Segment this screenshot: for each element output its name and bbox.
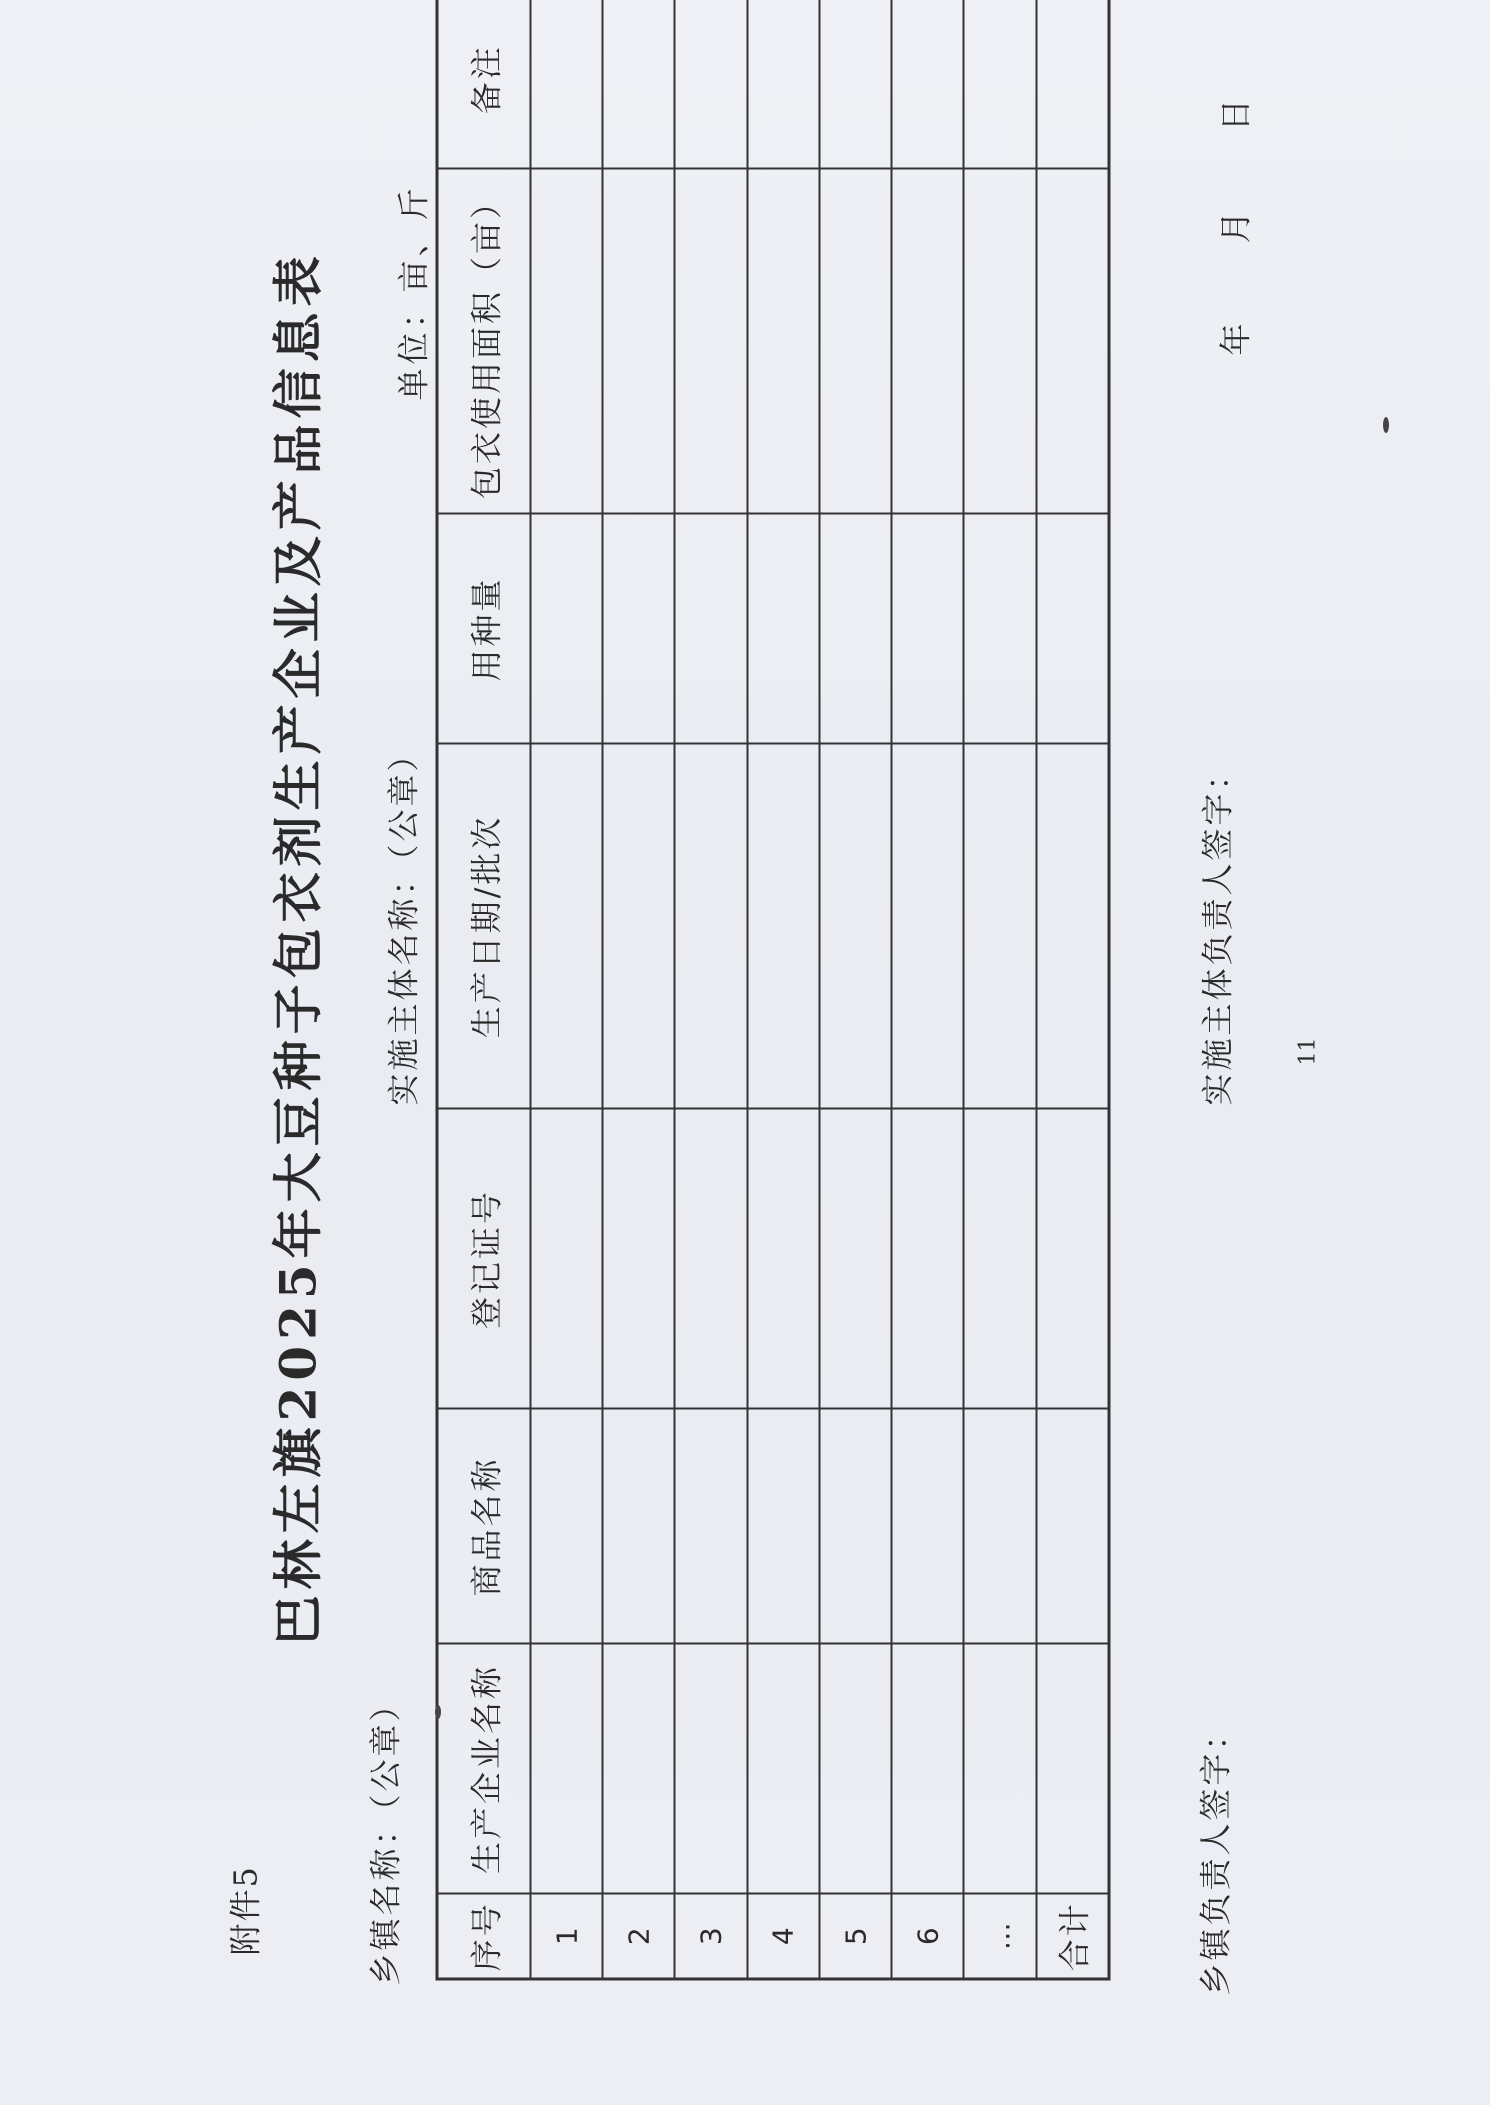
table-cell (602, 0, 674, 169)
table-row (891, 0, 963, 1979)
table-cell (891, 169, 963, 514)
row-number-cell: 1 (530, 1894, 602, 1979)
table-cell (602, 169, 674, 514)
table-cell (530, 1409, 602, 1644)
table-cell (891, 744, 963, 1109)
document-title: 巴林左旗2025年大豆种子包衣剂生产企业及产品信息表 (268, 249, 327, 1645)
table-cell (602, 1409, 674, 1644)
table-cell (819, 0, 891, 169)
table-cell (891, 0, 963, 169)
column-header: 用种量 (437, 514, 531, 744)
page-number: 11 (1295, 1037, 1320, 1065)
table-cell (530, 169, 602, 514)
town-signature-label: 乡镇负责人签字： (1196, 1714, 1234, 1995)
town-name-label: 乡镇名称：（公章） (366, 1685, 404, 1985)
table-cell (963, 1409, 1035, 1644)
table-cell (674, 1409, 746, 1644)
table-cell (819, 169, 891, 514)
column-header: 备注 (437, 0, 531, 169)
column-header: 生产企业名称 (437, 1644, 531, 1894)
table-row (963, 0, 1035, 1979)
table-cell (530, 514, 602, 744)
table-cell (747, 1109, 819, 1409)
table-cell (602, 1109, 674, 1409)
table-cell (963, 1644, 1035, 1894)
table-cell (1036, 1409, 1109, 1644)
table-row (747, 0, 819, 1979)
table-cell (674, 744, 746, 1109)
table-cell (819, 514, 891, 744)
table-cell (602, 514, 674, 744)
row-number-cell: … (963, 1894, 1035, 1979)
scan-speck (435, 1705, 441, 1719)
table-cell (674, 0, 746, 169)
unit-label: 单位：亩、斤 (394, 183, 432, 400)
table-cell (530, 744, 602, 1109)
column-header: 生产日期/批次 (437, 744, 531, 1109)
row-number-cell: 4 (747, 1894, 819, 1979)
table-cell (819, 744, 891, 1109)
table-cell (891, 1644, 963, 1894)
table-cell (602, 744, 674, 1109)
table-row (819, 0, 891, 1979)
table-cell (1036, 169, 1109, 514)
table-cell (674, 169, 746, 514)
table-cell (1036, 1644, 1109, 1894)
table-cell (674, 1644, 746, 1894)
date-line: 年 月 日 (1216, 98, 1254, 355)
table-cell (891, 1109, 963, 1409)
table-cell (530, 1109, 602, 1409)
table-total-row (1036, 0, 1109, 1979)
column-header: 序号 (437, 1894, 531, 1979)
table-cell (530, 0, 602, 169)
table-cell (963, 169, 1035, 514)
table-cell (819, 1644, 891, 1894)
entity-name-label: 实施主体名称：（公章） (384, 735, 422, 1105)
column-header: 包衣使用面积（亩） (437, 169, 531, 514)
column-header: 商品名称 (437, 1409, 531, 1644)
attachment-label: 附件5 (226, 1864, 264, 1955)
table-cell (963, 744, 1035, 1109)
table-cell (602, 1644, 674, 1894)
table-cell (1036, 744, 1109, 1109)
row-number-cell: 3 (674, 1894, 746, 1979)
entity-signature-label: 实施主体负责人签字： (1198, 754, 1236, 1105)
table-cell (963, 514, 1035, 744)
table-cell (891, 1409, 963, 1644)
table-cell (1036, 1109, 1109, 1409)
table-cell (674, 514, 746, 744)
table-cell (747, 1644, 819, 1894)
row-number-cell: 2 (602, 1894, 674, 1979)
table-cell (819, 1409, 891, 1644)
table-cell (530, 1644, 602, 1894)
table-cell (747, 169, 819, 514)
table-cell (747, 744, 819, 1109)
table-row (602, 0, 674, 1979)
info-table (435, 0, 1110, 1980)
table-cell (963, 0, 1035, 169)
total-label-cell: 合计 (1036, 1894, 1109, 1979)
table-cell (674, 1109, 746, 1409)
table-cell (1036, 514, 1109, 744)
row-number-cell: 5 (819, 1894, 891, 1979)
table-cell (891, 514, 963, 744)
table-header-row (437, 0, 531, 1979)
table-cell (963, 1109, 1035, 1409)
table-cell (747, 0, 819, 169)
table-cell (747, 514, 819, 744)
table-cell (747, 1409, 819, 1644)
table-cell (819, 1109, 891, 1409)
scan-speck (1383, 417, 1389, 433)
info-table-wrapper (435, 43, 1110, 1980)
table-row (674, 0, 746, 1979)
row-number-cell: 6 (891, 1894, 963, 1979)
column-header: 登记证号 (437, 1109, 531, 1409)
table-row (530, 0, 602, 1979)
table-cell (1036, 0, 1109, 169)
